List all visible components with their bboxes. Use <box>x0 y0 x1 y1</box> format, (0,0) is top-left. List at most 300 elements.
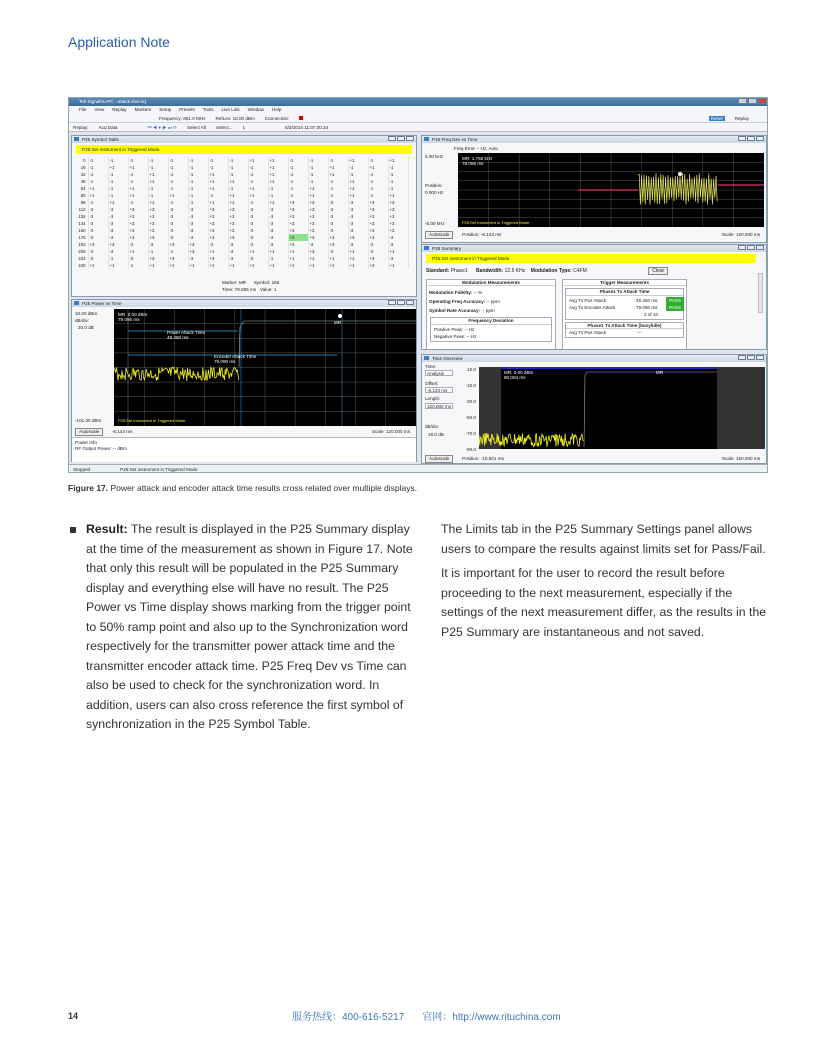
autoscale-button[interactable]: Autoscale <box>75 428 103 436</box>
symbol-cell[interactable]: +1 <box>148 178 168 185</box>
symbol-cell[interactable]: -1 <box>368 185 388 192</box>
symbol-cell[interactable]: -1 <box>88 157 108 164</box>
symbol-cell[interactable]: -1 <box>348 164 368 171</box>
symbol-cell[interactable]: +1 <box>208 199 228 206</box>
symbol-cell[interactable]: -3 <box>108 220 128 227</box>
symbol-cell[interactable]: +1 <box>188 262 208 269</box>
symbol-cell[interactable]: -1 <box>188 178 208 185</box>
symbol-cell[interactable]: +1 <box>348 157 368 164</box>
symbol-cell[interactable]: +1 <box>328 164 348 171</box>
maximize-icon[interactable] <box>747 245 755 250</box>
replay-controls[interactable]: ⏮ ◀ ● ▶ ⏭ ⟳ <box>147 125 177 130</box>
symbol-cell[interactable]: -3 <box>328 206 348 213</box>
symbol-cell[interactable]: -1 <box>208 192 228 199</box>
symbol-cell[interactable]: -3 <box>268 234 288 241</box>
symbol-cell[interactable]: +1 <box>268 157 288 164</box>
symbol-cell[interactable]: -3 <box>248 220 268 227</box>
symbol-cell[interactable]: -1 <box>208 157 228 164</box>
symbol-cell[interactable]: -1 <box>248 164 268 171</box>
symbol-cell[interactable]: +3 <box>368 220 388 227</box>
symbol-cell[interactable]: +1 <box>228 262 248 269</box>
select-button[interactable]: Select... <box>215 125 233 130</box>
symbol-cell[interactable]: -3 <box>348 199 368 206</box>
symbol-cell[interactable]: +1 <box>148 262 168 269</box>
symbol-cell[interactable]: -3 <box>248 241 268 248</box>
symbol-cell[interactable]: -3 <box>168 220 188 227</box>
x-scale[interactable]: Scale: 120.000 ms <box>371 429 410 434</box>
symbol-cell[interactable]: -1 <box>228 171 248 178</box>
symbol-cell[interactable]: -3 <box>388 241 408 248</box>
symbol-cell[interactable]: -1 <box>108 157 128 164</box>
symbol-cell[interactable]: +3 <box>388 220 408 227</box>
symbol-cell[interactable]: -1 <box>268 192 288 199</box>
symbol-cell[interactable]: -1 <box>188 164 208 171</box>
symbol-cell[interactable]: -3 <box>388 255 408 262</box>
symbol-cell[interactable]: +3 <box>128 227 148 234</box>
menu-view[interactable]: View <box>94 107 105 112</box>
symbol-cell[interactable]: -3 <box>168 234 188 241</box>
symbol-cell[interactable]: +3 <box>208 234 228 241</box>
symbol-cell[interactable]: -3 <box>268 206 288 213</box>
symbol-cell[interactable]: +1 <box>108 199 128 206</box>
symbol-cell[interactable]: +3 <box>288 206 308 213</box>
symbol-cell[interactable]: -1 <box>168 178 188 185</box>
maximize-icon[interactable] <box>397 136 405 141</box>
symbol-cell[interactable]: +1 <box>228 192 248 199</box>
symbol-cell[interactable]: -3 <box>108 213 128 220</box>
symbol-cell[interactable]: +3 <box>228 206 248 213</box>
symbol-cell[interactable]: +1 <box>388 157 408 164</box>
symbol-cell[interactable]: +3 <box>288 213 308 220</box>
close-icon[interactable] <box>758 98 767 104</box>
symbol-cell[interactable]: +3 <box>128 234 148 241</box>
replay-button[interactable]: Replay <box>734 116 749 121</box>
symbol-cell[interactable]: +3 <box>308 234 328 241</box>
menu-window[interactable]: Window <box>247 107 264 112</box>
symbol-cell[interactable]: -1 <box>388 164 408 171</box>
symbol-cell[interactable]: -3 <box>188 227 208 234</box>
symbol-cell[interactable]: -3 <box>248 213 268 220</box>
symbol-cell[interactable]: +3 <box>368 262 388 269</box>
minimize-icon[interactable] <box>738 355 746 360</box>
symbol-cell[interactable]: +3 <box>208 227 228 234</box>
symbol-cell[interactable]: -1 <box>148 192 168 199</box>
symbol-cell[interactable]: +3 <box>348 234 368 241</box>
symbol-cell[interactable]: +3 <box>128 220 148 227</box>
menu-file[interactable]: File <box>79 107 87 112</box>
clear-button[interactable]: Clear <box>648 267 668 275</box>
minimize-icon[interactable] <box>738 245 746 250</box>
symbol-cell[interactable]: -1 <box>228 157 248 164</box>
maximize-icon[interactable] <box>748 98 757 104</box>
symbol-cell[interactable]: -1 <box>288 164 308 171</box>
symbol-cell[interactable]: +1 <box>108 164 128 171</box>
symbol-cell[interactable]: +3 <box>368 255 388 262</box>
symbol-cell[interactable]: +1 <box>328 255 348 262</box>
scrollbar[interactable] <box>758 273 763 313</box>
symbol-cell[interactable]: +3 <box>168 241 188 248</box>
symbol-cell[interactable]: -1 <box>228 185 248 192</box>
symbol-cell[interactable]: +3 <box>208 220 228 227</box>
symbol-cell[interactable]: -1 <box>168 185 188 192</box>
symbol-cell[interactable]: -1 <box>168 164 188 171</box>
x-scale[interactable]: Scale: 150.000 ms <box>721 456 760 461</box>
symbol-cell[interactable]: +3 <box>228 213 248 220</box>
reflev-field[interactable]: RefLev: 10.00 dBm <box>215 116 255 121</box>
symbol-cell[interactable]: -3 <box>128 255 148 262</box>
symbol-cell[interactable]: -3 <box>348 227 368 234</box>
symbol-cell[interactable]: -3 <box>188 206 208 213</box>
symbol-cell[interactable]: +1 <box>268 248 288 255</box>
symbol-cell[interactable]: +3 <box>88 241 108 248</box>
symbol-cell[interactable]: +3 <box>368 234 388 241</box>
minimize-icon[interactable] <box>388 300 396 305</box>
symbol-cell[interactable]: -1 <box>88 171 108 178</box>
autoscale-button[interactable]: Autoscale <box>425 231 453 239</box>
symbol-cell[interactable]: +1 <box>348 248 368 255</box>
symbol-cell[interactable]: -1 <box>228 164 248 171</box>
symbol-cell[interactable]: -1 <box>368 157 388 164</box>
close-icon[interactable] <box>406 136 414 141</box>
symbol-cell[interactable]: +1 <box>268 262 288 269</box>
length-input[interactable]: 120.000 ms <box>427 404 452 409</box>
symbol-cell[interactable]: -1 <box>248 199 268 206</box>
symbol-cell[interactable]: -3 <box>108 234 128 241</box>
symbol-cell[interactable]: +3 <box>308 213 328 220</box>
symbol-cell[interactable]: -1 <box>328 157 348 164</box>
symbol-cell[interactable]: +3 <box>388 206 408 213</box>
symbol-cell[interactable]: -1 <box>88 164 108 171</box>
symbol-cell[interactable]: +1 <box>208 262 228 269</box>
menu-live-link[interactable]: Live Link <box>221 107 240 112</box>
symbol-cell[interactable]: -1 <box>188 192 208 199</box>
symbol-cell[interactable]: +1 <box>148 171 168 178</box>
symbol-cell[interactable]: -1 <box>388 171 408 178</box>
symbol-cell[interactable]: +1 <box>308 192 328 199</box>
menu-replay[interactable]: Replay <box>112 107 127 112</box>
symbol-cell[interactable]: +1 <box>348 192 368 199</box>
symbol-cell[interactable]: -3 <box>248 206 268 213</box>
symbol-cell[interactable]: -3 <box>308 241 328 248</box>
symbol-cell[interactable]: -1 <box>288 178 308 185</box>
symbol-cell[interactable]: -1 <box>288 185 308 192</box>
symbol-cell[interactable]: -1 <box>108 192 128 199</box>
symbol-cell[interactable]: +3 <box>208 213 228 220</box>
symbol-cell[interactable]: +3 <box>148 213 168 220</box>
symbol-cell[interactable]: +1 <box>88 192 108 199</box>
symbol-cell[interactable]: -3 <box>88 220 108 227</box>
symbol-cell[interactable]: +1 <box>288 255 308 262</box>
symbol-cell[interactable]: -1 <box>368 171 388 178</box>
symbol-cell[interactable]: +3 <box>148 255 168 262</box>
frequency-field[interactable]: Frequency: 851.0 MHz <box>159 116 206 121</box>
symbol-cell[interactable]: -3 <box>188 220 208 227</box>
symbol-cell[interactable]: -3 <box>88 234 108 241</box>
symbol-cell[interactable]: -1 <box>108 178 128 185</box>
position-value[interactable]: 0.000 Hz <box>425 190 444 195</box>
symbol-cell[interactable]: +1 <box>208 248 228 255</box>
symbol-cell[interactable]: +1 <box>308 262 328 269</box>
symbol-cell[interactable]: -3 <box>168 213 188 220</box>
symbol-cell[interactable]: +1 <box>328 262 348 269</box>
menu-setup[interactable]: Setup <box>159 107 172 112</box>
symbol-cell[interactable]: -1 <box>328 185 348 192</box>
symbol-cell[interactable]: +1 <box>348 262 368 269</box>
x-position[interactable]: Position: -15.801 ms <box>462 456 504 461</box>
symbol-cell[interactable]: +1 <box>208 185 228 192</box>
symbol-cell[interactable]: -3 <box>388 234 408 241</box>
symbol-cell[interactable]: +3 <box>128 213 148 220</box>
symbol-cell[interactable]: -3 <box>328 248 348 255</box>
maximize-icon[interactable] <box>747 136 755 141</box>
symbol-cell[interactable]: -1 <box>268 255 288 262</box>
symbol-cell[interactable]: -3 <box>88 206 108 213</box>
symbol-cell[interactable]: +1 <box>208 171 228 178</box>
symbol-cell[interactable]: +3 <box>148 227 168 234</box>
menu-tools[interactable]: Tools <box>202 107 214 112</box>
symbol-cell[interactable]: +1 <box>128 164 148 171</box>
symbol-cell[interactable]: -1 <box>148 164 168 171</box>
symbol-cell[interactable]: +3 <box>148 220 168 227</box>
symbol-cell[interactable]: -3 <box>328 220 348 227</box>
website-link[interactable]: 官网：http://www.rituchina.com <box>422 1012 561 1023</box>
symbol-cell[interactable]: -3 <box>248 255 268 262</box>
symbol-cell[interactable]: +1 <box>268 199 288 206</box>
maximize-icon[interactable] <box>747 355 755 360</box>
symbol-cell[interactable]: -3 <box>188 234 208 241</box>
symbol-cell[interactable]: +1 <box>248 248 268 255</box>
symbol-cell[interactable]: +1 <box>108 262 128 269</box>
minimize-icon[interactable] <box>738 136 746 141</box>
select-all-button[interactable]: Select All <box>186 125 206 130</box>
symbol-cell[interactable]: -1 <box>268 185 288 192</box>
symbol-cell[interactable]: -3 <box>328 199 348 206</box>
db-div[interactable]: 18.0 dB <box>428 432 444 437</box>
time-select[interactable]: Analysis <box>425 370 453 376</box>
symbol-cell[interactable]: +1 <box>228 178 248 185</box>
symbol-cell[interactable]: +1 <box>288 262 308 269</box>
symbol-cell[interactable]: -3 <box>348 241 368 248</box>
symbol-cell[interactable]: +1 <box>348 185 368 192</box>
symbol-cell[interactable]: -3 <box>148 241 168 248</box>
symbol-cell[interactable]: -3 <box>268 220 288 227</box>
symbol-cell[interactable]: -3 <box>88 227 108 234</box>
symbol-cell[interactable]: +3 <box>168 255 188 262</box>
symbol-cell[interactable]: -1 <box>88 199 108 206</box>
symbol-cell[interactable]: +3 <box>228 227 248 234</box>
symbol-cell[interactable]: -3 <box>208 241 228 248</box>
symbol-cell[interactable]: -1 <box>248 178 268 185</box>
symbol-cell[interactable]: +1 <box>308 185 328 192</box>
symbol-cell[interactable]: -1 <box>168 248 188 255</box>
symbol-cell[interactable]: -1 <box>348 171 368 178</box>
symbol-cell[interactable]: -1 <box>148 157 168 164</box>
symbol-cell[interactable]: -1 <box>308 157 328 164</box>
symbol-cell[interactable]: -1 <box>128 199 148 206</box>
symbol-cell[interactable]: +1 <box>88 185 108 192</box>
symbol-cell[interactable]: +3 <box>328 234 348 241</box>
symbol-cell[interactable]: -1 <box>108 171 128 178</box>
symbol-cell[interactable]: -1 <box>288 171 308 178</box>
symbol-cell[interactable]: -1 <box>208 164 228 171</box>
x-position[interactable]: -6.144 ms <box>112 429 133 434</box>
symbol-cell[interactable]: +3 <box>128 206 148 213</box>
symbol-cell[interactable]: -1 <box>128 157 148 164</box>
symbol-cell[interactable]: -1 <box>328 192 348 199</box>
symbol-cell[interactable]: -3 <box>348 220 368 227</box>
symbol-cell[interactable]: -1 <box>288 192 308 199</box>
symbol-cell[interactable]: +3 <box>388 213 408 220</box>
symbol-cell[interactable]: +3 <box>308 206 328 213</box>
symbol-cell[interactable]: +1 <box>248 192 268 199</box>
symbol-cell[interactable]: -1 <box>128 171 148 178</box>
symbol-cell[interactable]: +1 <box>248 157 268 164</box>
x-position[interactable]: Position: -6.143 ms <box>462 232 502 237</box>
symbol-cell[interactable]: +1 <box>228 199 248 206</box>
symbol-cell[interactable]: -3 <box>348 213 368 220</box>
symbol-cell[interactable]: -3 <box>188 255 208 262</box>
symbol-cell[interactable]: +3 <box>288 199 308 206</box>
symbol-cell[interactable]: +1 <box>128 248 148 255</box>
symbol-cell[interactable]: +1 <box>88 262 108 269</box>
symbol-cell[interactable]: +1 <box>168 192 188 199</box>
symbol-cell[interactable]: +3 <box>368 199 388 206</box>
symbol-cell[interactable]: +1 <box>268 171 288 178</box>
symbol-cell[interactable]: +1 <box>388 262 408 269</box>
symbol-cell[interactable]: -1 <box>328 178 348 185</box>
replay-source-select[interactable]: Acq Data <box>98 125 118 130</box>
symbol-cell[interactable]: -3 <box>88 248 108 255</box>
symbol-cell[interactable]: +1 <box>388 248 408 255</box>
symbol-cell[interactable]: -3 <box>268 213 288 220</box>
autoscale-button[interactable]: Autoscale <box>425 455 453 463</box>
symbol-cell[interactable]: +1 <box>148 199 168 206</box>
symbol-cell[interactable]: +3 <box>308 199 328 206</box>
close-icon[interactable] <box>756 245 764 250</box>
symbol-cell[interactable]: +3 <box>108 241 128 248</box>
symbol-cell[interactable]: +3 <box>288 227 308 234</box>
symbol-cell[interactable]: -1 <box>188 185 208 192</box>
symbol-cell[interactable]: +1 <box>208 178 228 185</box>
x-scale[interactable]: Scale: 120.000 ms <box>721 232 760 237</box>
symbol-cell[interactable]: -1 <box>288 157 308 164</box>
maximize-icon[interactable] <box>397 300 405 305</box>
symbol-cell[interactable]: -3 <box>188 213 208 220</box>
symbol-cell[interactable]: +1 <box>348 178 368 185</box>
symbol-cell[interactable]: +3 <box>148 234 168 241</box>
symbol-cell[interactable]: -1 <box>368 178 388 185</box>
symbol-cell[interactable]: +3 <box>308 227 328 234</box>
symbol-cell[interactable]: -3 <box>108 248 128 255</box>
symbol-cell[interactable]: +3 <box>288 220 308 227</box>
symbol-cell[interactable]: +3 <box>368 227 388 234</box>
symbol-cell[interactable]: -3 <box>108 227 128 234</box>
symbol-cell[interactable]: +3 <box>208 206 228 213</box>
symbol-cell[interactable]: -3 <box>268 241 288 248</box>
symbol-cell[interactable]: -3 <box>328 227 348 234</box>
symbol-cell[interactable]: -1 <box>128 178 148 185</box>
menu-markers[interactable]: Markers <box>134 107 152 112</box>
symbol-cell[interactable]: -1 <box>388 178 408 185</box>
reset-button[interactable]: Reset <box>710 116 723 121</box>
symbol-cell[interactable]: +1 <box>168 262 188 269</box>
symbol-cell[interactable]: +3 <box>288 234 308 241</box>
symbol-cell[interactable]: +1 <box>128 185 148 192</box>
symbol-cell[interactable]: -3 <box>128 241 148 248</box>
symbol-cell[interactable]: -1 <box>108 255 128 262</box>
symbol-cell[interactable]: -3 <box>228 248 248 255</box>
symbol-cell[interactable]: -3 <box>228 241 248 248</box>
symbol-cell[interactable]: +1 <box>288 248 308 255</box>
symbol-cell[interactable]: +1 <box>248 185 268 192</box>
symbol-cell[interactable]: -3 <box>88 213 108 220</box>
symbol-cell[interactable]: -3 <box>168 206 188 213</box>
symbol-cell[interactable]: +3 <box>148 206 168 213</box>
symbol-cell[interactable]: +3 <box>288 241 308 248</box>
symbol-cell[interactable]: -1 <box>148 248 168 255</box>
symbol-cell[interactable]: -3 <box>228 255 248 262</box>
symbol-cell[interactable]: -1 <box>168 199 188 206</box>
symbol-cell[interactable]: -3 <box>328 213 348 220</box>
close-icon[interactable] <box>756 136 764 141</box>
symbol-cell[interactable]: +3 <box>368 206 388 213</box>
symbol-cell[interactable]: -1 <box>368 192 388 199</box>
symbol-cell[interactable]: +3 <box>228 220 248 227</box>
symbol-cell[interactable]: +3 <box>328 241 348 248</box>
symbol-cell[interactable]: +1 <box>368 164 388 171</box>
symbol-cell[interactable]: +1 <box>308 255 328 262</box>
symbol-cell[interactable]: -3 <box>168 227 188 234</box>
symbol-cell[interactable]: -3 <box>108 206 128 213</box>
menu-presets[interactable]: Presets <box>179 107 195 112</box>
symbol-cell[interactable]: +3 <box>308 220 328 227</box>
symbol-cell[interactable]: -1 <box>168 157 188 164</box>
symbol-cell[interactable]: +1 <box>128 192 148 199</box>
symbol-cell[interactable]: +3 <box>188 241 208 248</box>
symbol-cell[interactable]: +3 <box>388 199 408 206</box>
symbol-cell[interactable]: +1 <box>268 164 288 171</box>
symbol-cell[interactable]: -1 <box>188 157 208 164</box>
symbol-cell[interactable]: -3 <box>368 241 388 248</box>
symbol-cell[interactable]: -1 <box>388 185 408 192</box>
symbol-cell[interactable]: -1 <box>128 262 148 269</box>
symbol-cell[interactable]: +3 <box>208 255 228 262</box>
close-icon[interactable] <box>406 300 414 305</box>
symbol-cell[interactable]: -1 <box>148 185 168 192</box>
symbol-cell[interactable]: -3 <box>88 255 108 262</box>
y-top[interactable]: 5.00 kHz <box>425 154 444 159</box>
close-icon[interactable] <box>756 355 764 360</box>
minimize-icon[interactable] <box>738 98 747 104</box>
symbol-cell[interactable]: -1 <box>308 164 328 171</box>
symbol-cell[interactable]: -1 <box>88 178 108 185</box>
menu-help[interactable]: Help <box>272 107 282 112</box>
y-top[interactable]: 10.00 dBm <box>75 311 98 316</box>
symbol-cell[interactable]: +1 <box>248 262 268 269</box>
symbol-cell[interactable]: +3 <box>228 234 248 241</box>
symbol-cell[interactable]: -1 <box>308 178 328 185</box>
symbol-cell[interactable]: +3 <box>188 248 208 255</box>
minimize-icon[interactable] <box>388 136 396 141</box>
symbol-cell[interactable]: +1 <box>268 178 288 185</box>
symbol-cell[interactable]: -1 <box>188 171 208 178</box>
symbol-cell[interactable]: -3 <box>268 227 288 234</box>
symbol-cell[interactable]: +1 <box>348 255 368 262</box>
symbol-cell[interactable]: -1 <box>248 171 268 178</box>
symbol-cell[interactable]: -1 <box>168 171 188 178</box>
db-div[interactable]: 20.0 dB <box>78 325 94 330</box>
symbol-cell[interactable]: +3 <box>308 248 328 255</box>
